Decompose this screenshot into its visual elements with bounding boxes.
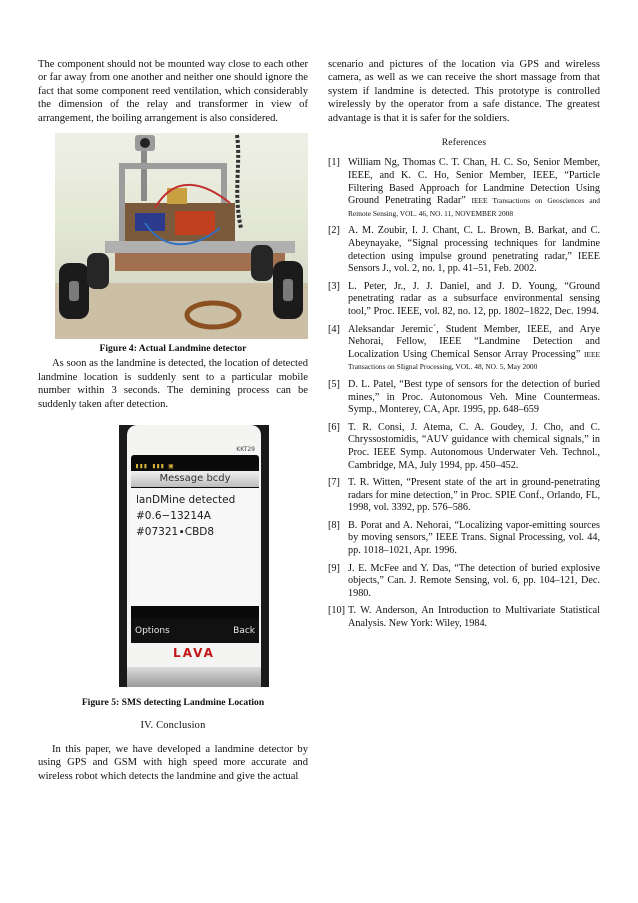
signal-icon: ▮▮▮ ▮▮▮ ▣ [135,462,173,471]
reference-item: [5] D. L. Patel, “Best type of sensors for the detection of buried mines,” in Proc. Autonomous Veh. Mine Countermeas. Symp., Monterey, CA, Apr. 1995, pp. 648–659 [328,378,600,416]
message-line: #0.6−13214A [136,510,211,523]
figure-4-caption: Figure 4: Actual Landmine detector [99,343,247,355]
reference-list [328,157,600,630]
phone-model-label: KKT29 [236,446,255,454]
robot-image [55,133,308,339]
reference-item: [9] J. E. McFee and Y. Das, “The detection of buried explosive objects,” Can. J. Remote Sensing, vol. 6, pp. 104–121, Dec. 1980. [328,562,600,599]
body-paragraph: As soon as the landmine is detected, the location of detected landmine location is suddenly sent to a particular mobile number within 3 seconds. The demining process can be suddenly taken after detection. [38,358,308,410]
reference-item: [1] William Ng, Thomas C. T. Chan, H. C. So, Senior Member, IEEE, and K. C. Ho, Senior Member, IEEE, “Particle Filtering Based Approach for Landmine Detection Using Ground Penetrating Radar” IEEE Transactions on Geosciences and Remote Sensing, VOL. 46, NO. 11, NOVEMBER 2008 [328,157,601,218]
reference-item: [2] A. M. Zoubir, I. J. Chant, C. L. Brown, B. Barkat, and C. Abeynayake, “Signal processing techniques for landmine detection using impulse ground penetrating radar,” IEEE Sensors J., vol. 2, no. 1, pp. 41–51, Feb. 2002. [328,225,600,275]
right-column [328,58,600,636]
left-column [38,58,308,783]
brand-logo: LAVA [173,646,215,661]
references-heading: References [441,137,487,149]
figure-4-robot-photo [55,133,308,339]
back-softkey[interactable]: Back [233,626,255,637]
reference-item: [4] Aleksandar Jeremic´, Student Member, IEEE, and Arye Nehorai, Fellow, IEEE “Landmine Detection and Localization Using Chemical Sensor Array Processing” IEEE Transactions on SIignal Processing, VOL. 48, NO. 5, May 2000 [328,323,600,372]
reference-item: [3] L. Peter, Jr., J. J. Daniel, and J. D. Young, “Ground penetrating radar as a subsurface environmental sensing tool,” Proc. IEEE, vol. 82, no. 12, pp. 1802–1822, Dec. 1994. [328,280,600,317]
reference-item: [6] T. R. Consi, J. Atema, C. A. Goudey, J. Cho, and C. Chryssostomidis, “AUV guidance with chemical signals,” in Proc. IEEE Symp. Autonomous Underwater Veh. Technol., Cambridge, MA, July 1994, pp. 450–452. [328,421,600,471]
reference-item: [10] T. W. Anderson, An Introduction to Multivariate Statistical Analysis. New York: Wiley, 1984. [328,605,600,630]
body-paragraph: The component should not be mounted way close to each other or far away from one another and neither one should ignore the fact that some component reed ventilation, which considerably the dimension of the relay and transformer in view of arrangement, the boiling arrangement is also considered. [38,59,308,124]
figure-5-phone-photo [119,425,269,687]
conclusion-heading: IV. Conclusion [140,720,206,732]
message-line: #07321∙CBD8 [136,526,215,539]
options-softkey[interactable]: Options [135,626,170,637]
phone-screen [131,455,259,643]
body-paragraph: In this paper, we have developed a landmine detector by using GPS and GSM with high speed more accurate and wireless robot which detects the landmine and give the actual [38,743,308,782]
phone-keypad-edge [127,667,261,687]
message-body [131,488,259,606]
body-paragraph: scenario and pictures of the location via GPS and wireless camera, as well as we can receive the short massage from that system if landmine is detected. This prototype is controlled wirelessly by the operator from a safe distance. The greatest advantage is that it is safer for the soldiers. [328,59,600,124]
figure-5-caption: Figure 5: SMS detecting Landmine Location [81,697,265,709]
message-title: Message bcdy [131,471,259,487]
message-line: lanDMine detected [136,494,236,507]
reference-item: [8] B. Porat and A. Nehorai, “Localizing vapor-emitting sources by moving sensors,” IEEE Trans. Signal Processing, vol. 44, pp. 1018–1021, Apr. 1996. [328,519,600,557]
reference-item: [7] T. R. Witten, “Present state of the art in ground-penetrating radars for mine detection,” in Proc. SPIE Conf., Orlando, FL, 1998, vol. 3392, pp. 576–586. [328,477,600,514]
